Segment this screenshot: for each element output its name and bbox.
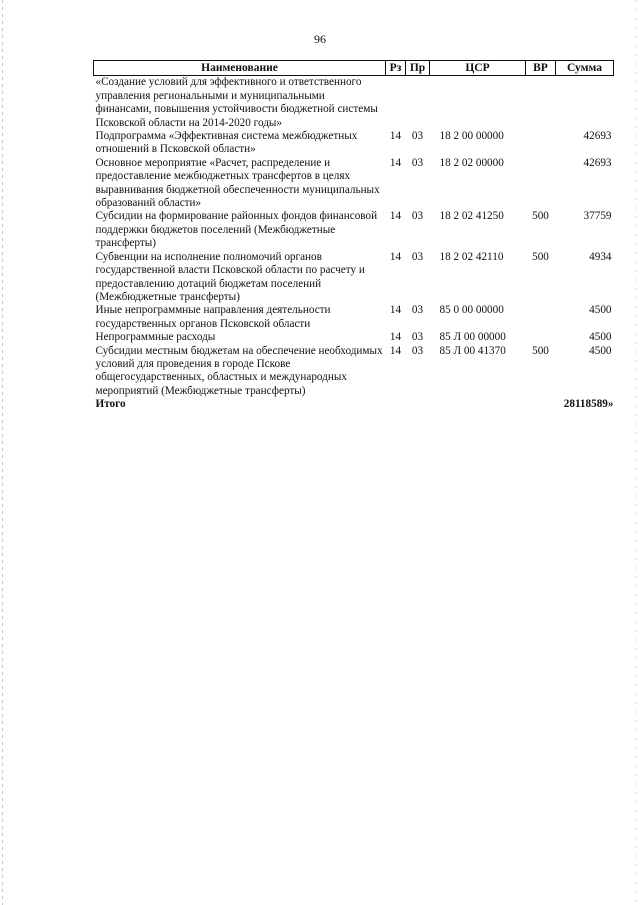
row-vr: 500 (532, 210, 549, 223)
row-sum: 42693 (583, 130, 612, 143)
scan-edge-left (2, 0, 3, 905)
header-pr: Пр (406, 61, 430, 76)
row-sum: 42693 (583, 156, 612, 169)
row-csr: 85 Л 00 00000 (439, 331, 506, 344)
row-rz (386, 76, 406, 130)
table-row (94, 210, 614, 250)
table-row (94, 304, 614, 331)
total-label: Итого (95, 398, 126, 411)
row-vr: 500 (532, 250, 549, 263)
budget-table (93, 60, 614, 412)
row-name: Иные непрограммные направления деятельности государственных органов Псковской области (95, 304, 331, 330)
row-pr: 03 (411, 156, 424, 169)
row-rz: 14 (389, 344, 402, 357)
row-csr: 18 2 00 00000 (439, 130, 504, 143)
row-name: Основное мероприятие «Расчет, распределение и предоставление межбюджетных трансфертов в целях выравнивания бюджетной обеспеченности муниципальных образований области» (95, 156, 380, 210)
row-rz: 14 (389, 156, 402, 169)
row-pr: 03 (411, 130, 424, 143)
scan-edge-right (636, 0, 637, 905)
row-pr: 03 (411, 331, 424, 344)
header-name: Наименование (94, 61, 386, 76)
total-sum: 28118589» (563, 398, 614, 411)
row-sum: 4500 (589, 304, 612, 317)
row-rz: 14 (389, 250, 402, 263)
row-pr: 03 (411, 304, 424, 317)
table-row (94, 251, 614, 305)
header-sum: Сумма (556, 61, 614, 76)
row-rz: 14 (389, 331, 402, 344)
row-pr: 03 (411, 344, 424, 357)
total-row (94, 398, 614, 411)
row-rz: 14 (389, 130, 402, 143)
row-csr: 18 2 02 00000 (439, 156, 504, 169)
row-pr: 03 (411, 250, 424, 263)
table-row (94, 157, 614, 211)
table-row (94, 331, 614, 344)
row-name: Субсидии на формирование районных фондов финансовой поддержки бюджетов поселений (Межбюджетные трансферты) (95, 210, 378, 250)
table-row (94, 130, 614, 157)
row-name: Субсидии местным бюджетам на обеспечение необходимых условий для проведения в городе Пскове общегосударственных, областных и международных мероприятий (Межбюджетные трансферты) (95, 344, 383, 397)
row-sum: 4934 (589, 250, 612, 263)
row-csr (430, 76, 526, 130)
row-vr (526, 130, 556, 157)
row-sum: 4500 (589, 344, 612, 357)
table-row (94, 345, 614, 399)
header-csr: ЦСР (430, 61, 526, 76)
header-rz: Рз (386, 61, 406, 76)
row-csr: 85 Л 00 41370 (439, 344, 506, 357)
row-rz: 14 (389, 304, 402, 317)
row-vr (526, 76, 556, 130)
table-row (94, 76, 614, 130)
row-csr: 85 0 00 00000 (439, 304, 504, 317)
row-sum: 37759 (583, 210, 612, 223)
row-name: Непрограммные расходы (95, 331, 216, 344)
row-csr: 18 2 02 42110 (439, 250, 504, 263)
row-pr: 03 (411, 210, 424, 223)
row-name: Субвенции на исполнение полномочий органов государственной власти Псковской области по расчету и предоставлению дотаций бюджетам поселений (Межбюджетные трансферты) (95, 250, 365, 303)
row-vr: 500 (532, 344, 549, 357)
row-rz: 14 (389, 210, 402, 223)
page-number: 96 (314, 32, 326, 46)
row-name: «Создание условий для эффективного и ответственного управления региональными и муниципальными финансами, повышения устойчивости бюджетной системы Псковской области на 2014-2020 годы» (95, 76, 378, 129)
table-header-row (94, 61, 614, 76)
row-vr (526, 157, 556, 211)
row-vr (526, 331, 556, 344)
row-sum (556, 76, 614, 130)
header-vr: ВР (526, 61, 556, 76)
row-name: Подпрограмма «Эффективная система межбюджетных отношений в Псковской области» (95, 130, 358, 156)
row-csr: 18 2 02 41250 (439, 210, 504, 223)
row-sum: 4500 (589, 331, 612, 344)
row-pr (406, 76, 430, 130)
row-vr (526, 304, 556, 331)
